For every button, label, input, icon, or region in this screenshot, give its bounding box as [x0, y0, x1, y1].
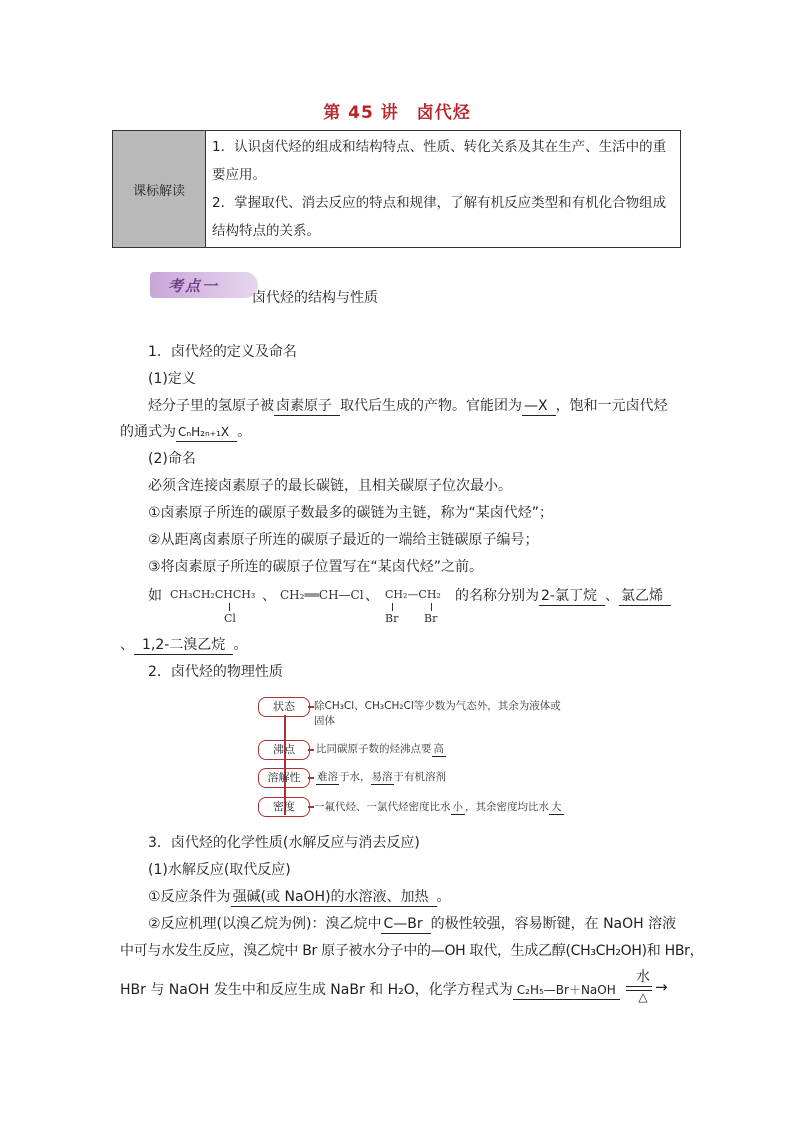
diagram-text-state: 除CH₃Cl、CH₃CH₂Cl等少数为气态外，其余为液体或 固体	[314, 700, 561, 727]
diagram-node-boiling: 沸点	[258, 740, 310, 760]
naming-rule: 必须含连接卤素原子的最长碳链，且相关碳原子位次最小。	[148, 478, 512, 494]
separator: 、	[262, 588, 276, 604]
curriculum-line: 结构特点的关系。	[212, 223, 320, 239]
blank-2-chlorobutane: 2-氯丁烷	[539, 587, 605, 606]
heading-2: 2．卤代烃的物理性质	[148, 664, 283, 680]
hydrolysis-heading: (1)水解反应(取代反应)	[148, 862, 291, 878]
def-heading: (1)定义	[148, 371, 196, 387]
mechanism-line-3: HBr 与 NaOH 发生中和反应生成 NaBr 和 H₂O，化学方程式为 C₂H₅—Br＋NaOH	[120, 980, 620, 1000]
blank-higher: 高	[433, 743, 444, 755]
connector	[308, 749, 314, 751]
eq-condition-heat: △	[638, 990, 648, 1004]
curriculum-line: 2．掌握取代、消去反应的特点和规律，了解有机反应类型和有机化合物组成	[212, 195, 667, 211]
curriculum-content	[206, 131, 681, 248]
formula-sub-cl: Cl	[224, 612, 236, 625]
blank-insoluble: 难溶	[317, 771, 338, 783]
formula-sub-br: Br	[385, 612, 399, 625]
page-title: 第 45 讲 卤代烃	[323, 103, 471, 123]
curriculum-label: 课标解读	[113, 131, 206, 248]
naming-rule-3: ③将卤素原子所连的碳原子位置写在“某卤代烃”之前。	[148, 559, 484, 575]
heading-1: 1．卤代烃的定义及命名	[148, 344, 297, 360]
formula-bond	[229, 603, 230, 611]
formula-bond	[431, 603, 432, 611]
blank-condition: 强碱(或 NaOH)的水溶液、加热	[231, 888, 437, 907]
blank-smaller: 小	[452, 801, 463, 813]
def-line-2: 的通式为 CₙH₂ₙ₊₁X 。	[120, 424, 252, 440]
blank-dibromoethane: 1,2-二溴乙烷	[134, 636, 233, 655]
blank-functional-group: —X	[522, 397, 556, 416]
eq-line	[626, 986, 652, 987]
formula-bond	[392, 603, 393, 611]
diagram-node-solubility: 溶解性	[258, 768, 310, 788]
heading-3: 3．卤代烃的化学性质(水解反应与消去反应)	[148, 835, 420, 851]
example-prefix: 如	[148, 588, 162, 604]
blank-general-formula: CₙH₂ₙ₊₁X	[176, 423, 237, 442]
connector	[308, 777, 314, 779]
formula-sub-br: Br	[424, 612, 438, 625]
curriculum-line: 1．认识卤代烃的组成和结构特点、性质、转化关系及其在生产、生活中的重	[212, 139, 667, 155]
example-line-2: 、 1,2-二溴乙烷 。	[120, 637, 248, 653]
eq-arrow: →	[655, 978, 668, 996]
formula-dibromoethane: CH₂—CH₂	[385, 588, 441, 601]
blank-soluble: 易溶	[371, 771, 393, 783]
eq-condition-water: 水	[636, 969, 650, 985]
example-mid: 的名称分别为 2-氯丁烷 、 氯乙烯	[455, 586, 671, 606]
blank-equation: C₂H₅—Br＋NaOH	[513, 981, 620, 1000]
mechanism-line-1: ②反应机理(以溴乙烷为例)：溴乙烷中 C—Br 的极性较强，容易断键，在 NaOH 溶液	[148, 916, 677, 932]
section-title: 卤代烃的结构与性质	[252, 290, 378, 306]
blank-vinyl-chloride: 氯乙烯	[619, 587, 671, 606]
separator: 、	[365, 588, 379, 604]
formula-chloro-butane: CH₃CH₂CHCH₃	[170, 588, 256, 601]
blank-halogen-atom: 卤素原子	[274, 397, 340, 416]
mechanism-line-2: 中可与水发生反应，溴乙烷中 Br 原子被水分子中的—OH 取代，生成乙醇(CH₃CH₂OH)和 HBr，	[120, 943, 704, 959]
naming-rule-2: ②从距离卤素原子所连的碳原子最近的一端给主链碳原子编号；	[148, 532, 539, 548]
naming-rule-1: ①卤素原子所连的碳原子数最多的碳链为主链，称为“某卤代烃”；	[148, 505, 554, 521]
curriculum-line: 要应用。	[212, 167, 266, 183]
diagram-text-boiling: 比同碳原子数的烃沸点要 高	[316, 743, 444, 755]
diagram-node-state: 状态	[258, 697, 310, 717]
blank-c-br-bond: C—Br	[381, 915, 430, 934]
diagram-text-solubility: 难溶于水，易溶于有机溶剂	[317, 771, 446, 783]
formula-vinyl-chloride: CH₂══CH—Cl	[280, 588, 364, 602]
blank-larger: 大	[551, 801, 562, 813]
naming-heading: (2)命名	[148, 451, 196, 467]
curriculum-table	[112, 130, 681, 248]
diagram-node-density: 密度	[258, 797, 310, 817]
section-badge: 考点一	[168, 277, 220, 295]
def-line-1: 烃分子里的氢原子被 卤素原子 取代后生成的产物。官能团为 —X ，饱和一元卤代烃	[148, 398, 668, 414]
diagram-text-density: 一氟代烃、一氯代烃密度比水 小 ，其余密度均比水 大	[314, 801, 562, 813]
reaction-condition: ①反应条件为 强碱(或 NaOH)的水溶液、加热 。	[148, 889, 451, 905]
